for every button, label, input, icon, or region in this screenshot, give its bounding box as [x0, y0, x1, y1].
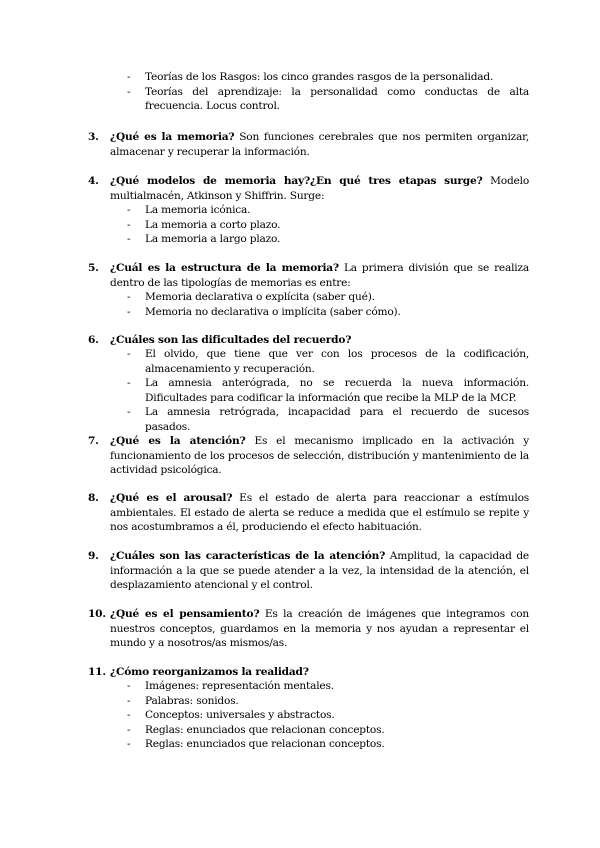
- question-paragraph: [110, 333, 529, 348]
- list-item: - La memoria icónica.: [127, 203, 529, 218]
- list-item: - Teorías de los Rasgos: los cinco grandes rasgos de la personalidad.: [127, 70, 529, 85]
- question-paragraph: [110, 434, 529, 478]
- answer-text: Es el estado de alerta para reaccionar a estímulos ambientales. El estado de alerta se reduce a medida que el estímulo se repite y nos acostumbramos a él, produciendo el efecto habituación.: [110, 492, 529, 534]
- question-number: 7.: [88, 435, 99, 447]
- question-title: ¿Qué es la memoria?: [110, 131, 235, 143]
- list-item: - Memoria no declarativa o implícita (saber cómo).: [127, 305, 529, 320]
- intro-list: [127, 70, 529, 114]
- question-paragraph: [110, 665, 529, 680]
- question-number: 5.: [88, 262, 99, 274]
- answer-text: Amplitud, la capacidad de información a la que se puede atender a la vez, la intensidad de la atención, el desplazamiento atencional y el control.: [110, 550, 529, 592]
- question-title: ¿Qué es la atención?: [110, 435, 246, 447]
- question-title: ¿Cuáles son las características de la atención?: [110, 550, 386, 562]
- answer-list: [127, 679, 529, 752]
- question-title: ¿Qué es el pensamiento?: [110, 608, 260, 620]
- list-item: - El olvido, que tiene que ver con los procesos de la codificación, almacenamiento y recuperación.: [127, 347, 529, 376]
- answer-text: Es el mecanismo implicado en la activación y funcionamiento de los procesos de selección, distribución y mantenimiento de la actividad psicológica.: [110, 435, 529, 477]
- question-title: ¿Qué modelos de memoria hay?¿En qué tres etapas surge?: [110, 175, 483, 187]
- question-paragraph: [110, 607, 529, 651]
- list-item: - La amnesia retrógrada, incapacidad para el recuerdo de sucesos pasados.: [127, 405, 529, 434]
- question-number: 6.: [88, 334, 99, 346]
- list-item: - Reglas: enunciados que relacionan conceptos.: [127, 723, 529, 738]
- answer-text: La primera división que se realiza dentro de las tipologías de memorias es entre:: [110, 262, 529, 289]
- list-item: - La memoria a largo plazo.: [127, 232, 529, 247]
- question-paragraph: [110, 549, 529, 593]
- list-item: - Memoria declarativa o explícita (saber qué).: [127, 290, 529, 305]
- list-item: - Reglas: enunciados que relacionan conceptos.: [127, 737, 529, 752]
- list-item: - Imágenes: representación mentales.: [127, 679, 529, 694]
- answer-list: [127, 203, 529, 247]
- answer-list: [127, 347, 529, 435]
- question-title: ¿Qué es el arousal?: [110, 492, 233, 504]
- list-item: - Teorías del aprendizaje: la personalidad como conductas de alta frecuencia. Locus control.: [127, 85, 529, 114]
- question-paragraph: [110, 174, 529, 203]
- list-item: - La amnesia anterógrada, no se recuerda la nueva información. Dificultades para codificar la información que recibe la MLP de la MCP.: [127, 376, 529, 405]
- question-title: ¿Cuáles son las dificultades del recuerdo?: [110, 334, 352, 346]
- question-title: ¿Cómo reorganizamos la realidad?: [110, 666, 309, 678]
- question-number: 11.: [88, 666, 106, 678]
- question-number: 8.: [88, 492, 99, 504]
- answer-text: Es la creación de imágenes que integramos con nuestros conceptos, guardamos en la memoria y nos ayudan a representar el mundo y a nosotros/as mismos/as.: [110, 608, 529, 650]
- question-number: 4.: [88, 175, 99, 187]
- question-paragraph: [110, 491, 529, 535]
- list-item: - Conceptos: universales y abstractos.: [127, 708, 529, 723]
- question-paragraph: [110, 130, 529, 159]
- question-paragraph: [110, 261, 529, 290]
- answer-text: Son funciones cerebrales que nos permiten organizar, almacenar y recuperar la información.: [110, 131, 530, 158]
- list-item: - La memoria a corto plazo.: [127, 218, 529, 233]
- question-number: 9.: [88, 550, 99, 562]
- answer-text: Modelo multialmacén, Atkinson y Shiffrin. Surge:: [110, 175, 529, 202]
- question-number: 10.: [88, 608, 106, 620]
- list-item: - Palabras: sonidos.: [127, 694, 529, 709]
- answer-list: [127, 290, 529, 319]
- question-title: ¿Cuál es la estructura de la memoria?: [110, 262, 339, 274]
- question-number: 3.: [88, 131, 99, 143]
